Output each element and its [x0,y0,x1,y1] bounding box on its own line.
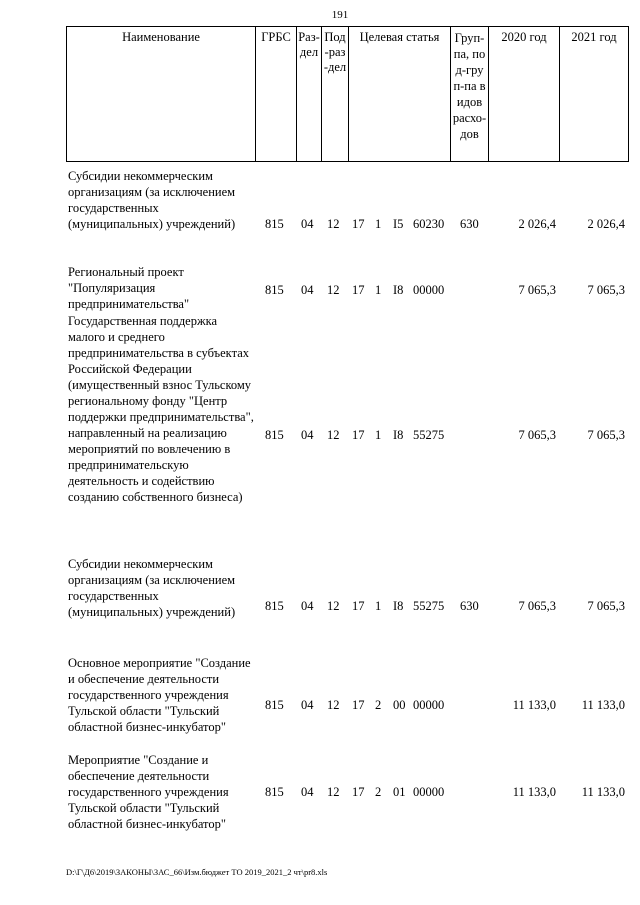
row-cs-direction: 55275 [413,599,445,613]
row-podrazdel: 12 [327,428,340,442]
row-value-2021: 7 065,3 [587,283,625,297]
header-podrazdel [321,26,348,162]
header-2020 [488,26,559,162]
row-razdel: 04 [301,599,314,613]
row-cs-subprogram: 2 [375,785,382,799]
header-name [66,26,255,162]
row-cs-subprogram: 1 [375,283,382,297]
header-celevaya-label: Целевая статья [359,30,440,44]
row-value-2021: 7 065,3 [587,428,625,442]
header-2020-label: 2020 год [501,30,547,44]
row-cs-direction: 55275 [413,428,445,442]
page-number: 191 [331,9,349,21]
row-cs-program: 17 [352,599,365,613]
header-gruppa [450,26,488,162]
row-cs-event: I8 [393,599,404,613]
row-podrazdel: 12 [327,698,340,712]
row-vr: 630 [460,217,479,231]
header-name-label: Наименование [122,30,200,44]
row-podrazdel: 12 [327,217,340,231]
row-value-2020: 7 065,3 [518,428,556,442]
row-razdel: 04 [301,698,314,712]
row-name: Основное мероприятие "Создание и обеспечение деятельности государственного учреждения Тульской области "Тульский областной бизнес-инкубатор" [68,656,251,734]
row-cs-event: I8 [393,428,404,442]
row-grbs: 815 [265,428,284,442]
header-razdel [296,26,321,162]
row-cs-direction: 00000 [413,785,445,799]
header-celevaya [348,26,450,162]
row-value-2020: 11 133,0 [512,698,556,712]
row-grbs: 815 [265,283,284,297]
row-vr: 630 [460,599,479,613]
row-grbs: 815 [265,785,284,799]
row-value-2020: 7 065,3 [518,283,556,297]
header-grbs-label: ГРБС [261,30,291,44]
row-value-2021: 7 065,3 [587,599,625,613]
row-cs-program: 17 [352,428,365,442]
row-name: Мероприятие "Создание и обеспечение деятельности государственного учреждения Тульской области "Тульский областной бизнес-инкубатор" [68,753,229,831]
row-grbs: 815 [265,698,284,712]
header-2021-label: 2021 год [571,30,617,44]
row-cs-subprogram: 2 [375,698,382,712]
row-podrazdel: 12 [327,785,340,799]
row-name: Государственная поддержка малого и среднего предпринимательства в субъектах Российской Федерации (имущественный взнос Тульскому региональному фонду "Центр поддержки предпринимательства", направленный на реализацию мероприятий по вовлечению в предпринимательскую деятельность и содействию созданию собственного бизнеса) [68,314,254,504]
row-cs-event: I5 [393,217,404,231]
header-gruppa-label: Груп-па, под-груп-па видов расхо-дов [452,31,487,141]
row-cs-event: 01 [393,785,406,799]
row-cs-program: 17 [352,217,365,231]
row-razdel: 04 [301,217,314,231]
row-name: Субсидии некоммерческим организациям (за исключением государственных (муниципальных) учреждений) [68,169,236,231]
row-razdel: 04 [301,785,314,799]
row-razdel: 04 [301,428,314,442]
row-cs-subprogram: 1 [375,599,382,613]
row-cs-program: 17 [352,283,365,297]
row-cs-subprogram: 1 [375,428,382,442]
row-value-2021: 11 133,0 [581,698,625,712]
header-podrazdel-label: Под-раз-дел [323,30,347,74]
row-razdel: 04 [301,283,314,297]
row-grbs: 815 [265,217,284,231]
row-name: Региональный проект "Популяризация предпринимательства" [68,265,190,311]
row-value-2021: 2 026,4 [587,217,625,231]
header-razdel-label: Раз-дел [298,30,320,59]
row-value-2020: 11 133,0 [512,785,556,799]
row-cs-direction: 00000 [413,698,445,712]
row-cs-event: I8 [393,283,404,297]
header-grbs [255,26,296,162]
file-path-footer: D:\Г\Д6\2019\ЗАКОНЫ\ЗАС_66\Изм.бюджет ТО 2019_2021_2 чт\pr8.xls [66,867,328,877]
row-value-2020: 7 065,3 [518,599,556,613]
row-cs-program: 17 [352,785,365,799]
row-value-2020: 2 026,4 [518,217,556,231]
row-cs-direction: 00000 [413,283,445,297]
header-2021 [559,26,629,162]
row-cs-program: 17 [352,698,365,712]
row-podrazdel: 12 [327,283,340,297]
row-podrazdel: 12 [327,599,340,613]
row-value-2021: 11 133,0 [581,785,625,799]
row-cs-event: 00 [393,698,406,712]
row-grbs: 815 [265,599,284,613]
row-name: Субсидии некоммерческим организациям (за исключением государственных (муниципальных) учреждений) [68,557,236,619]
row-cs-direction: 60230 [413,217,445,231]
row-cs-subprogram: 1 [375,217,382,231]
